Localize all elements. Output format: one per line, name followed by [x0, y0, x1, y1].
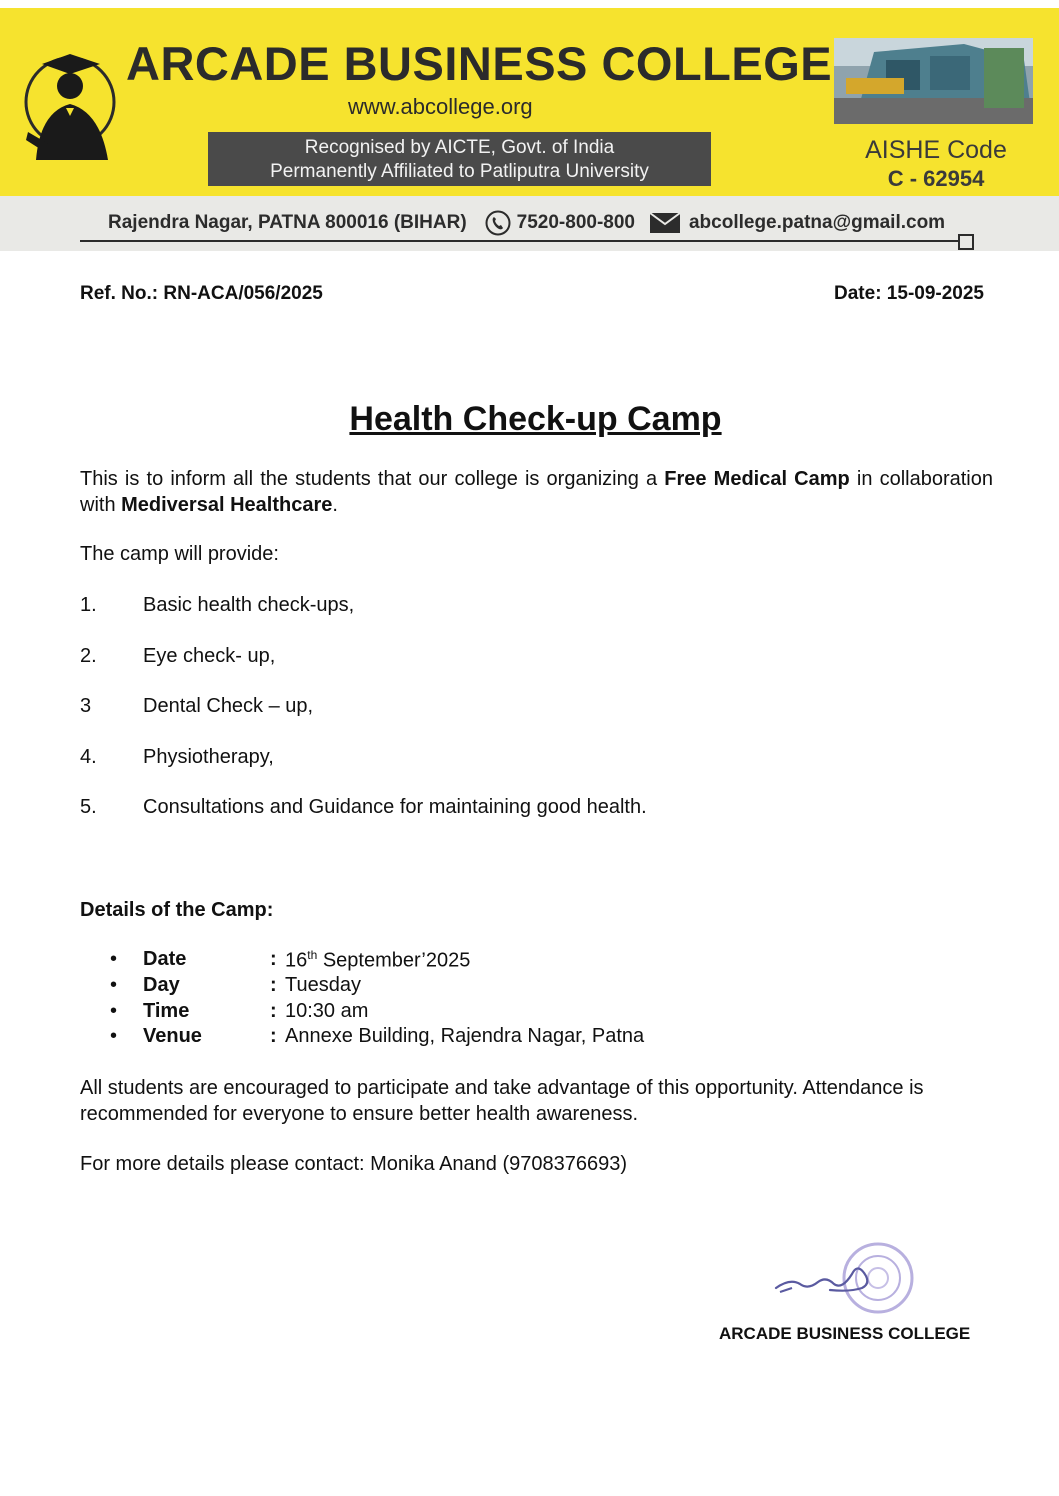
- detail-value: 16th September’2025: [285, 948, 471, 972]
- intro-paragraph: [80, 466, 993, 518]
- intro-text: in collaboration with: [80, 468, 993, 516]
- list-item-text: Dental Check – up,: [143, 695, 314, 717]
- list-item-text: Eye check- up,: [143, 645, 276, 667]
- bullet-icon: •: [110, 974, 118, 996]
- detail-colon: :: [270, 948, 277, 970]
- reference-number: Ref. No.: RN-ACA/056/2025: [80, 283, 323, 304]
- contact-person: For more details please contact: Monika Anand (9708376693): [80, 1153, 628, 1175]
- list-item: [80, 796, 647, 819]
- college-name: ARCADE BUSINESS COLLEGE: [126, 37, 833, 90]
- recognition-line: Recognised by AICTE, Govt. of India: [304, 137, 615, 158]
- detail-value: Annexe Building, Rajendra Nagar, Patna: [285, 1025, 645, 1047]
- detail-value: 10:30 am: [285, 1000, 369, 1022]
- detail-colon: :: [270, 1025, 277, 1047]
- list-item: [80, 746, 274, 769]
- notice-title: Health Check-up Camp: [349, 400, 722, 438]
- aishe-code: C - 62954: [887, 166, 985, 191]
- signature-stamp: [770, 1238, 920, 1318]
- list-item-number: 1.: [80, 594, 97, 616]
- contact-strip: [0, 196, 1059, 251]
- building-photo: [834, 38, 1033, 124]
- list-item-number: 4.: [80, 746, 97, 768]
- list-item: [80, 594, 354, 617]
- list-item: [80, 695, 313, 718]
- college-email: abcollege.patna@gmail.com: [688, 212, 946, 233]
- list-item: [80, 645, 275, 668]
- detail-label: Time: [143, 1000, 190, 1022]
- recognition-box: [208, 132, 711, 186]
- contact-line: [108, 210, 945, 236]
- college-phone: 7520-800-800: [516, 212, 635, 233]
- signoff-college-name: ARCADE BUSINESS COLLEGE: [719, 1324, 971, 1343]
- aishe-label: AISHE Code: [865, 136, 1007, 164]
- list-item-number: 3: [80, 695, 92, 717]
- detail-label: Venue: [143, 1025, 202, 1047]
- detail-colon: :: [270, 974, 277, 996]
- bullet-icon: •: [110, 1025, 118, 1047]
- intro-text: .: [332, 494, 338, 516]
- list-item-number: 2.: [80, 645, 97, 667]
- affiliation-line: Permanently Affiliated to Patliputra University: [270, 161, 649, 182]
- list-item-text: Consultations and Guidance for maintaining good health.: [143, 796, 647, 818]
- intro-highlight-camp: Free Medical Camp: [664, 468, 850, 490]
- detail-colon: :: [270, 1000, 277, 1022]
- closing-paragraph: All students are encouraged to participate and take advantage of this opportunity. Attendance is recommended for everyone to ensure better health awareness.: [80, 1077, 924, 1125]
- notice-date: Date: 15-09-2025: [834, 283, 984, 304]
- strip-divider: [80, 240, 960, 242]
- letterhead: [0, 8, 1059, 251]
- list-item-text: Basic health check-ups,: [143, 594, 355, 616]
- list-item-text: Physiotherapy,: [143, 746, 274, 768]
- services-heading: The camp will provide:: [80, 543, 279, 565]
- college-website: www.abcollege.org: [348, 94, 533, 119]
- mail-icon: [649, 212, 681, 234]
- details-heading: Details of the Camp:: [80, 899, 274, 921]
- strip-end-square: [958, 234, 974, 250]
- bullet-icon: •: [110, 948, 118, 970]
- college-address: Rajendra Nagar, PATNA 800016 (BIHAR): [108, 212, 467, 233]
- detail-label: Day: [143, 974, 180, 996]
- bullet-icon: •: [110, 1000, 118, 1022]
- phone-icon: [485, 210, 511, 236]
- graduate-logo-icon: [22, 42, 122, 170]
- intro-text: This is to inform all the students that our college is organizing a: [80, 468, 665, 490]
- detail-label: Date: [143, 948, 187, 970]
- intro-highlight-partner: Mediversal Healthcare: [121, 494, 333, 516]
- detail-value: Tuesday: [285, 974, 361, 996]
- list-item-number: 5.: [80, 796, 97, 818]
